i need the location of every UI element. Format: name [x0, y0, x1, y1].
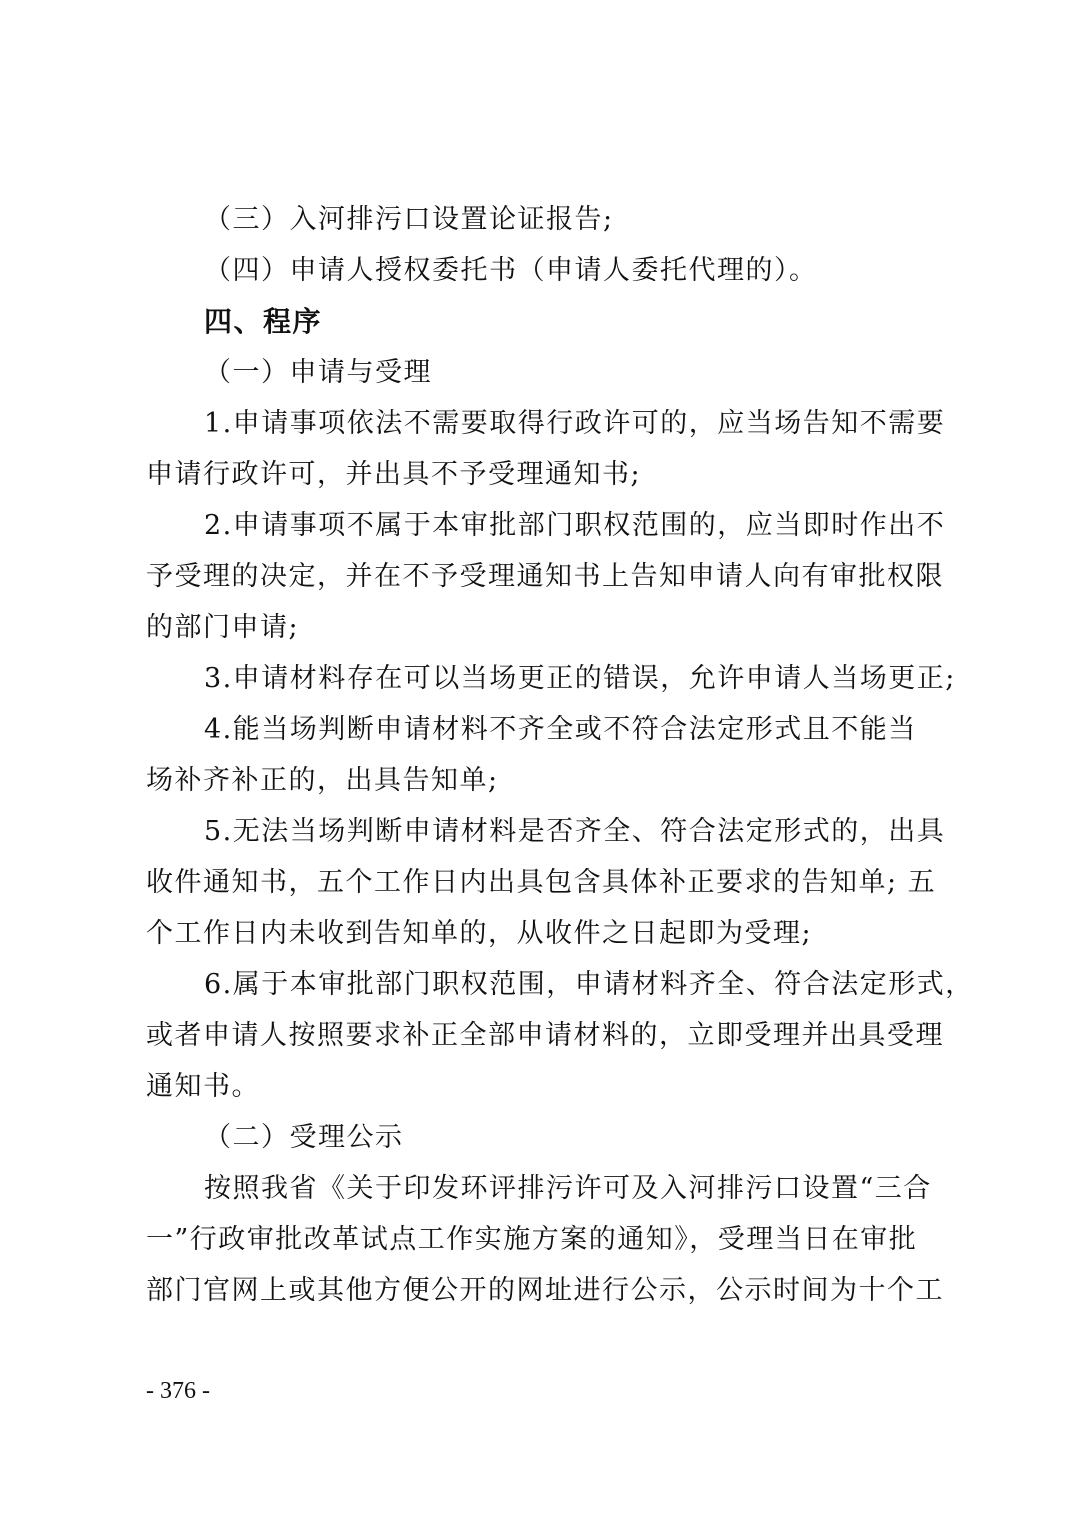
paragraph-line: 的部门申请;	[146, 612, 300, 643]
paragraph-line: 或者申请人按照要求补正全部申请材料的，立即受理并出具受理	[146, 1020, 944, 1051]
item-three-report: （三）入河排污口设置论证报告;	[204, 204, 614, 235]
paragraph-line: 6.属于本审批部门职权范围，申请材料齐全、符合法定形式，	[204, 969, 974, 1000]
section-heading-procedure: 四、程序	[204, 305, 323, 338]
paragraph-line: 按照我省《关于印发环评排污许可及入河排污口设置“三合	[204, 1173, 932, 1204]
paragraph-line: 个工作日内未收到告知单的，从收件之日起即为受理;	[146, 918, 813, 949]
paragraph-line: 予受理的决定，并在不予受理通知书上告知申请人向有审批权限	[146, 561, 944, 592]
subsection-application: （一）申请与受理	[204, 357, 432, 388]
paragraph-line: 通知书。	[146, 1071, 260, 1102]
paragraph-line: 5.无法当场判断申请材料是否齐全、符合法定形式的，出具	[204, 816, 946, 847]
paragraph-line: 场补齐补正的，出具告知单;	[146, 765, 499, 796]
paragraph-line: 部门官网上或其他方便公开的网址进行公示，公示时间为十个工	[146, 1275, 944, 1306]
item-four-authorization: （四）申请人授权委托书（申请人委托代理的）。	[204, 255, 818, 286]
paragraph-line: 申请行政许可，并出具不予受理通知书;	[146, 459, 642, 490]
paragraph-line: 3.申请材料存在可以当场更正的错误，允许申请人当场更正;	[204, 663, 956, 694]
paragraph-line: 一”行政审批改革试点工作实施方案的通知》，受理当日在审批	[146, 1224, 918, 1255]
paragraph-line: 1.申请事项依法不需要取得行政许可的，应当场告知不需要	[204, 408, 946, 439]
page-number: - 376 -	[146, 1378, 210, 1404]
subsection-public-notice: （二）受理公示	[204, 1122, 404, 1153]
paragraph-line: 4.能当场判断申请材料不齐全或不符合法定形式且不能当	[204, 714, 917, 745]
paragraph-line: 收件通知书，五个工作日内出具包含具体补正要求的告知单; 五	[146, 867, 937, 898]
paragraph-line: 2.申请事项不属于本审批部门职权范围的，应当即时作出不	[204, 510, 946, 541]
